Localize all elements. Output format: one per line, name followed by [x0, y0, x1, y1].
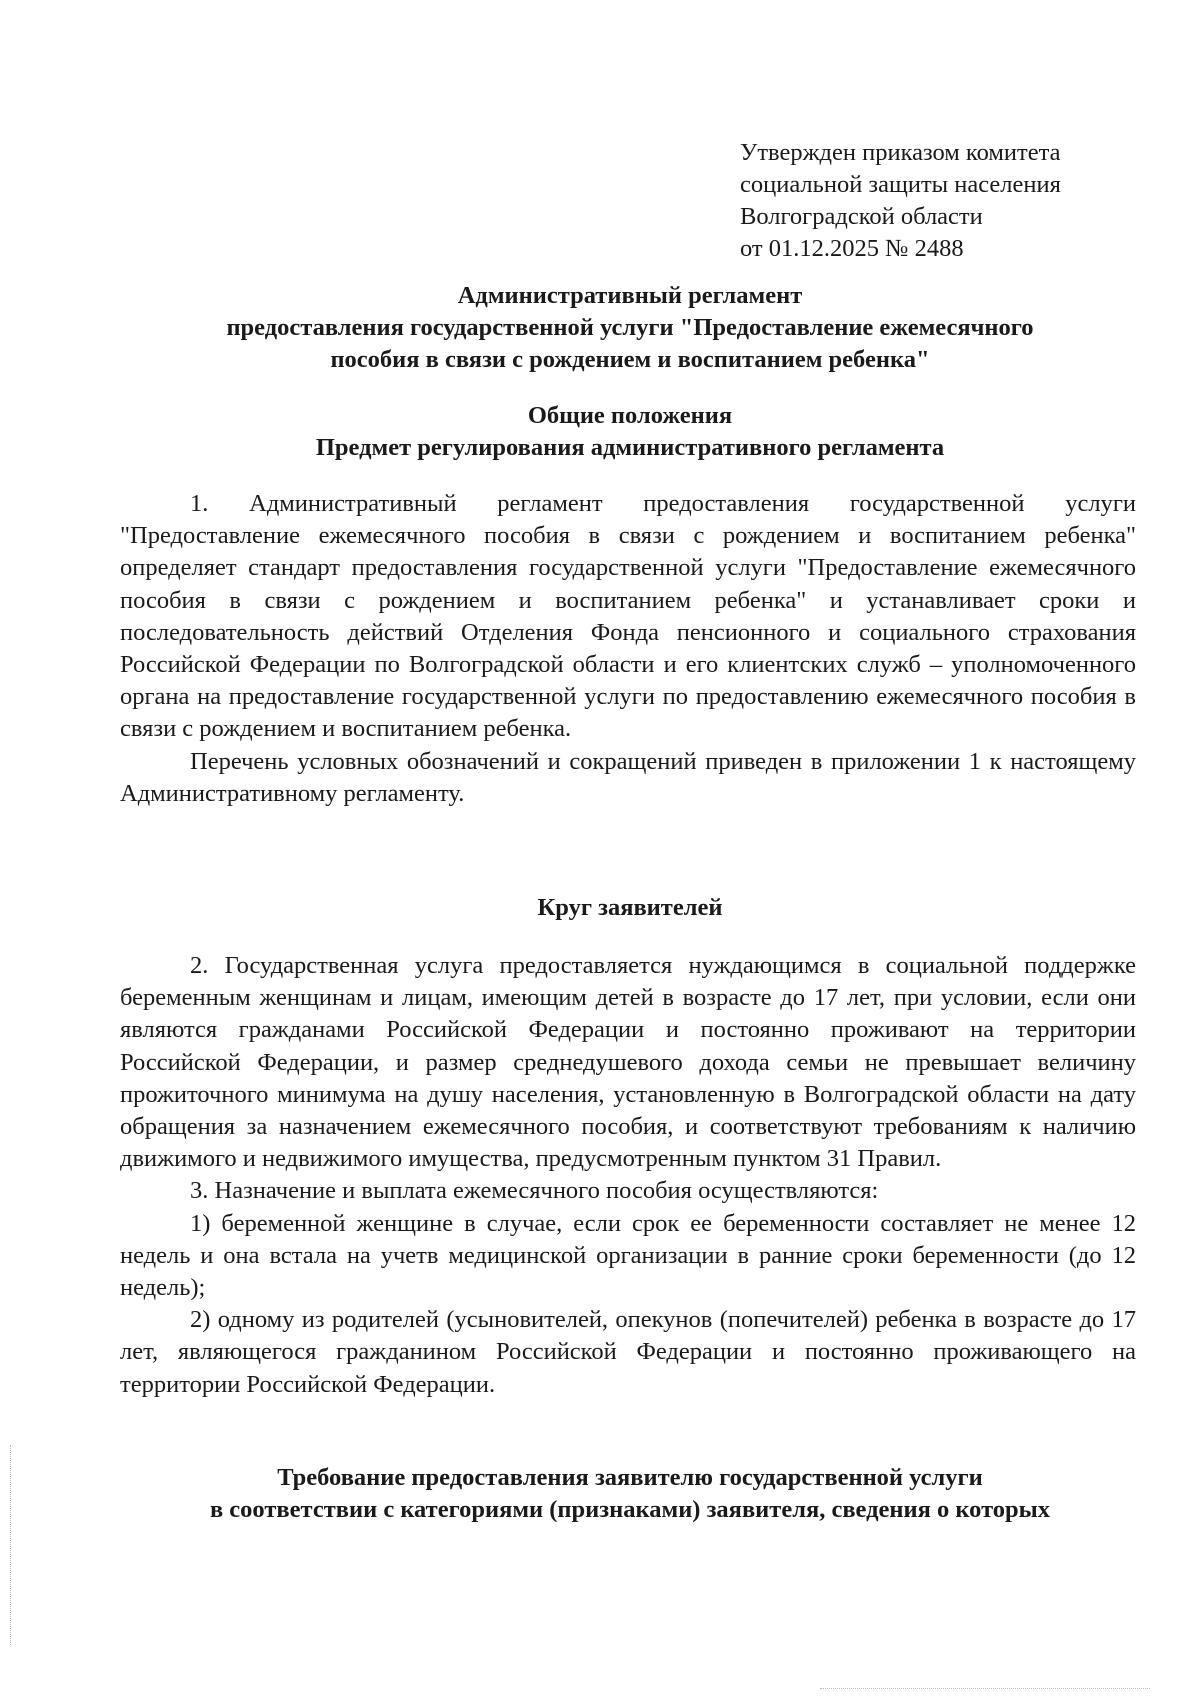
section-heading: Общие положения [527, 402, 733, 429]
document-title [120, 280, 1140, 376]
paragraph: 2. Государственная услуга предоставляется нуждающимся в социальной поддержке беременным женщинам и лицам, имеющим детей в возрасте до 17 лет, при условии, если они являются гражданами Российской Федерации и постоянно проживают на территории Российской Федерации, и размер среднедушевого дохода семьи не превышает величину прожиточного минимума на душу населения, установленную в Волгоградской области на дату обращения за назначением ежемесячного пособия, и соответствуют требованиям к наличию движимого и недвижимого имущества, предусмотренным пунктом 31 Правил. [120, 952, 1136, 1173]
title-line: Административный регламент [457, 282, 803, 309]
paragraph: 3. Назначение и выплата ежемесячного пособия осуществляются: [190, 1177, 879, 1205]
section-applicants-body [120, 950, 1136, 1401]
section-general-body [120, 488, 1136, 810]
paragraph: 2) одному из родителей (усыновителей, опекунов (попечителей) ребенка в возрасте до 17 лет, являющегося гражданином Российской Федерации и постоянно проживающего на территории Российской Федерации. [120, 1306, 1136, 1398]
approval-stamp [740, 137, 1061, 265]
section-heading-requirement [120, 1462, 1140, 1526]
paragraph: Перечень условных обозначений и сокращений приведен в приложении 1 к настоящему Административному регламенту. [120, 747, 1136, 807]
approval-line: Волгоградской области [740, 203, 983, 230]
paragraph: 1. Административный регламент предоставления государственной услуги "Предоставление ежемесячного пособия в связи с рождением и воспитанием ребенка" определяет стандарт предоставления государственной услуги "Предоставление ежемесячного пособия в связи с рождением и воспитанием ребенка" и устанавливает сроки и последовательность действий Отделения Фонда пенсионного и социального страхования Российской Федерации по Волгоградской области и его клиентских служб – уполномоченного органа на предоставление государственной услуги по предоставлению ежемесячного пособия в связи с рождением и воспитанием ребенка. [120, 490, 1136, 743]
title-line: пособия в связи с рождением и воспитанием ребенка" [330, 346, 930, 373]
title-line: предоставления государственной услуги "Предоставление ежемесячного [226, 314, 1034, 341]
approval-date: от 01.12.2025 № 2488 [740, 235, 964, 262]
subsection-heading: Предмет регулирования административного регламента [315, 434, 945, 461]
paragraph: 1) беременной женщине в случае, если срок ее беременности составляет не менее 12 недель и она встала на учетв медицинской организации в ранние сроки беременности (до 12 недель); [120, 1209, 1136, 1302]
section-heading: Круг заявителей [537, 894, 723, 921]
section-heading: в соответствии с категориями (признаками) заявителя, сведения о которых [209, 1496, 1051, 1523]
scan-margin-artifact [10, 1445, 12, 1645]
section-heading-applicants [120, 892, 1140, 924]
scan-bottom-artifact [820, 1688, 1150, 1689]
approval-line: социальной защиты населения [740, 171, 1061, 198]
section-heading: Требование предоставления заявителю государственной услуги [277, 1464, 983, 1491]
approval-line: Утвержден приказом комитета [740, 139, 1061, 166]
section-heading-general [120, 400, 1140, 464]
